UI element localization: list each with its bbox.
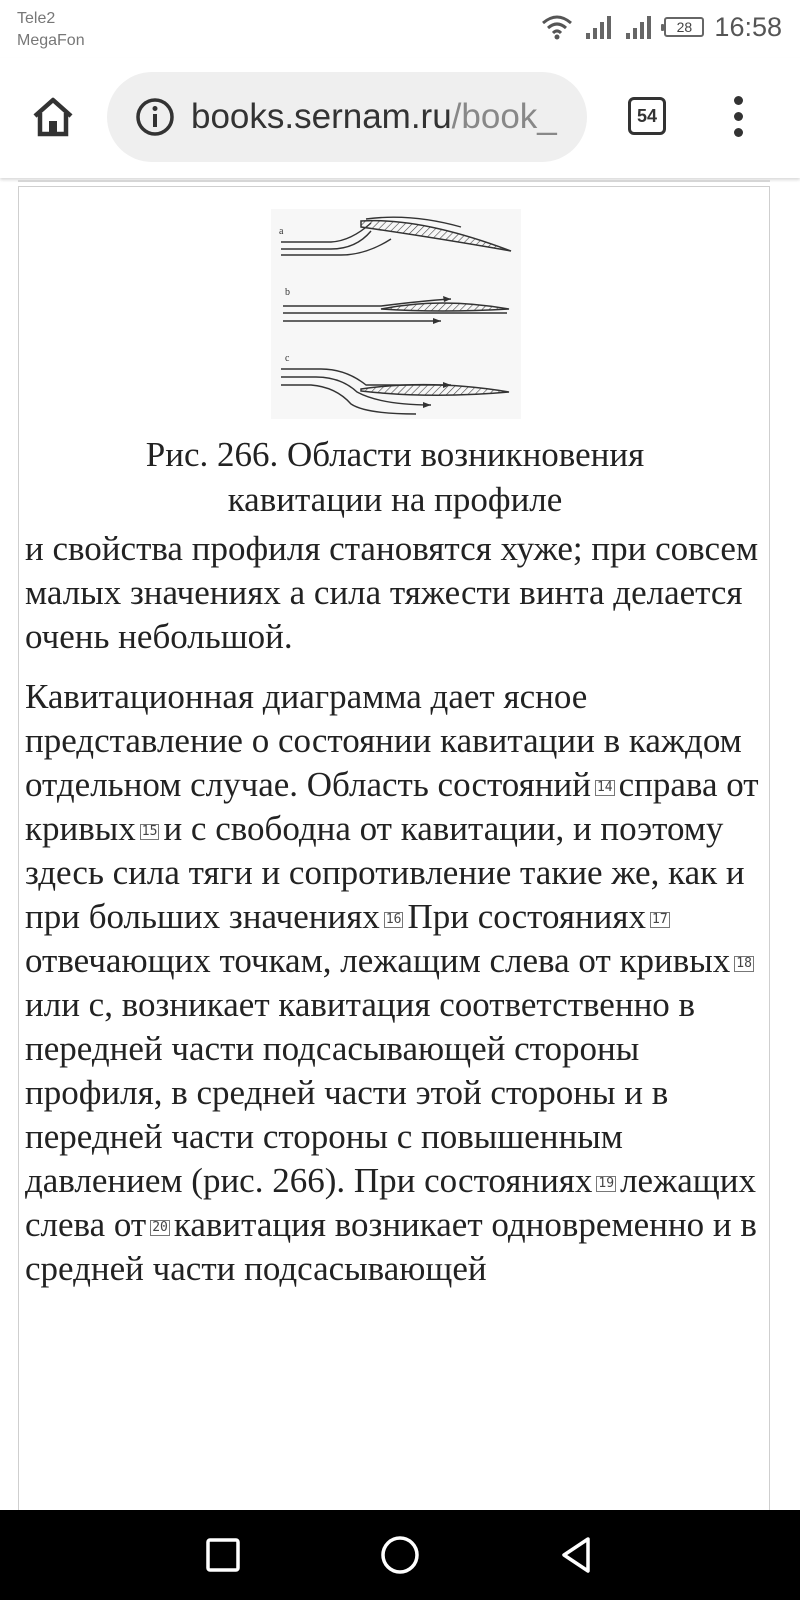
url-host: books.sernam.ru [191, 97, 452, 136]
equation-ref-15: 15 [141, 823, 158, 839]
equation-ref-20: 20 [152, 1219, 168, 1235]
paragraph-2-text-8: кавитация возникает одновременно и в средней части подсасывающей [25, 1205, 757, 1288]
signal-2-icon [624, 13, 654, 41]
home-circle-icon[interactable] [377, 1532, 423, 1578]
paragraph-2-text-5: отвечающих точкам, лежащим слева от кривых [25, 941, 731, 980]
hydrofoil-figure [271, 209, 521, 419]
paragraph-2-text-2: справа от кривых [25, 765, 759, 848]
paragraph-2-text-7: лежащих слева от [25, 1161, 756, 1244]
paragraph-2-text-1: Кавитационная диаграмма дает ясное представление о состоянии кавитации в каждом отдельном случае. Область состояний [25, 677, 742, 804]
tab-count: 54 [636, 105, 658, 126]
battery-level: 28 [676, 19, 693, 35]
status-bar [0, 0, 800, 58]
content-top-rule [18, 180, 770, 182]
url-path: /book_ [451, 97, 557, 136]
article-text [25, 527, 765, 1307]
equation-ref-14: 14 [596, 779, 613, 795]
menu-icon[interactable] [726, 96, 750, 140]
carrier-1: Tele2 [17, 10, 56, 27]
carrier-names [17, 8, 85, 52]
clock: 16:58 [714, 11, 782, 42]
caption-line-2: кавитации на профиле [227, 480, 563, 519]
home-icon[interactable] [30, 94, 76, 140]
recent-apps-icon[interactable] [200, 1532, 246, 1578]
equation-ref-17: 17 [652, 911, 668, 927]
system-nav-bar [0, 1510, 800, 1600]
figure-label-a: a [279, 226, 284, 237]
info-icon[interactable] [135, 97, 175, 137]
tabs-icon[interactable] [628, 97, 666, 135]
paragraph-2 [25, 675, 765, 1291]
paragraph-1: и свойства профиля становятся хуже; при совсем малых значениях a сила тяжести винта делается очень небольшой. [25, 529, 759, 656]
paragraph-2-text-4: При состояниях [407, 897, 646, 936]
equation-ref-18: 18 [736, 955, 752, 971]
back-icon[interactable] [554, 1532, 600, 1578]
figure-label-c: c [285, 353, 290, 364]
paragraph-2-text-6: или с, возникает кавитация соответственно в передней части подсасывающей стороны профиля, в средней части этой стороны и в передней части стороны с повышенным давлением (рис. 266). При состояниях [25, 985, 696, 1200]
signal-1-icon [584, 13, 614, 41]
equation-ref-19: 19 [598, 1175, 615, 1191]
status-icons [540, 12, 782, 42]
book-content[interactable] [18, 186, 770, 1511]
caption-line-1: Рис. 266. Области возникновения [145, 435, 645, 474]
wifi-icon [540, 13, 574, 41]
browser-toolbar [0, 58, 800, 178]
carrier-2: MegaFon [17, 32, 85, 49]
battery-icon [664, 17, 704, 37]
url-bar[interactable] [107, 72, 587, 162]
figure-label-b: b [285, 287, 290, 298]
figure-drawing [271, 209, 521, 419]
url-text[interactable] [191, 97, 571, 137]
paragraph-2-text-3: и с свободна от кавитации, и поэтому здесь сила тяги и сопротивление такие же, как и при больших значениях [25, 809, 745, 936]
equation-ref-16: 16 [385, 911, 402, 927]
figure-caption [19, 432, 770, 522]
